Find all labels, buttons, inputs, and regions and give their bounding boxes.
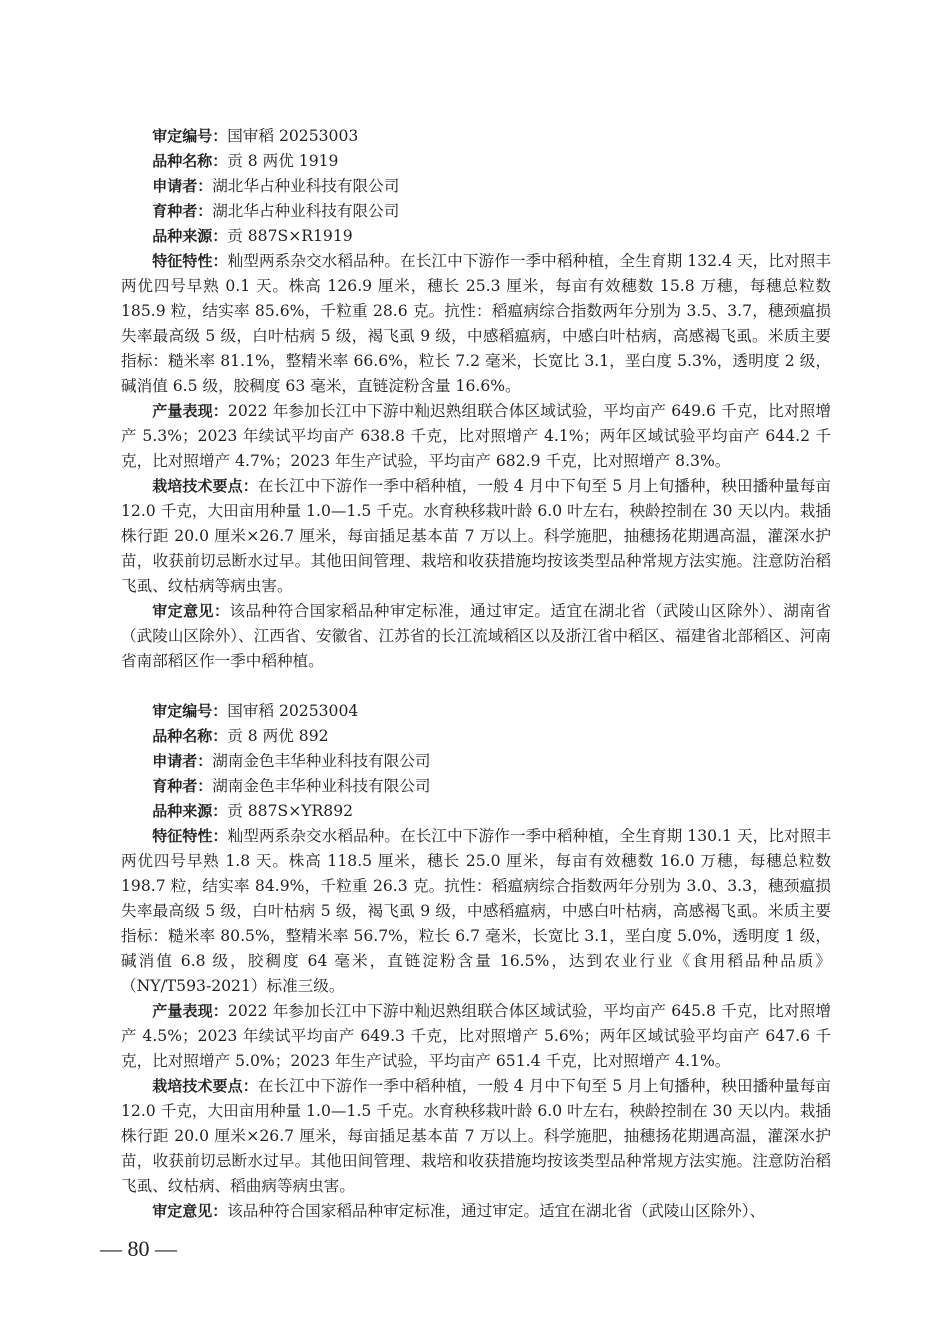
cultivation-points-label: 栽培技术要点： (152, 477, 258, 495)
yield-performance-value: 2022 年参加长江中下游中籼迟熟组联合体区域试验，平均亩产 645.8 千克，比对照增产 4.5%；2023 年续试平均亩产 649.3 千克，比对照增产 5.6%；两年区域试验平均亩产 647.6 千克，比对照增产 5.0%；2023 年生产试验，平均亩产 651.4 千克，比对照增产 4.1%。 (121, 1002, 831, 1070)
breeder-paragraph (121, 774, 831, 799)
variety-source-paragraph (121, 224, 831, 249)
variety-entry (121, 699, 831, 1224)
applicant-paragraph (121, 174, 831, 199)
approval-number-paragraph (121, 124, 831, 149)
applicant-paragraph (121, 749, 831, 774)
characteristics-label: 特征特性： (152, 252, 228, 270)
yield-performance-value: 2022 年参加长江中下游中籼迟熟组联合体区域试验，平均亩产 649.6 千克，比对照增产 5.3%；2023 年续试平均亩产 638.8 千克，比对照增产 4.1%；两年区域试验平均亩产 644.2 千克，比对照增产 4.7%；2023 年生产试验，平均亩产 682.9 千克，比对照增产 8.3%。 (121, 402, 831, 470)
approval-number-paragraph (121, 699, 831, 724)
approval-opinion-paragraph (121, 599, 831, 674)
breeder-value: 湖南金色丰华种业科技有限公司 (212, 777, 431, 795)
cultivation-points-value: 在长江中下游作一季中稻种植，一般 4 月中下旬至 5 月上旬播种，秧田播种量每亩 12.0 千克，大田亩用种量 1.0—1.5 千克。水育秧移栽叶龄 6.0 叶左右，秧龄控制在 30 天以内。栽插株行距 20.0 厘米×26.7 厘米，每亩插足基本苗 7 万以上。科学施肥，抽穗扬花期遇高温，灌深水护苗，收获前切忌断水过早。其他田间管理、栽培和收获措施均按该类型品种常规方法实施。注意防治稻飞虱、纹枯病、稻曲病等病虫害。 (121, 1077, 831, 1195)
approval-opinion-value: 该品种符合国家稻品种审定标准，通过审定。适宜在湖北省（武陵山区除外）、 (227, 1202, 766, 1220)
breeder-label: 育种者： (152, 777, 213, 795)
applicant-value: 湖北华占种业科技有限公司 (212, 177, 400, 195)
variety-source-value: 贡 887S×YR892 (227, 802, 354, 820)
approval-opinion-label: 审定意见： (152, 1202, 228, 1220)
approval-number-value: 国审稻 20253003 (227, 127, 359, 145)
characteristics-label: 特征特性： (152, 827, 228, 845)
characteristics-paragraph (121, 824, 831, 999)
applicant-value: 湖南金色丰华种业科技有限公司 (212, 752, 431, 770)
variety-entry (121, 124, 831, 674)
variety-source-paragraph (121, 799, 831, 824)
approval-opinion-label: 审定意见： (152, 602, 230, 620)
variety-source-label: 品种来源： (152, 802, 228, 820)
applicant-label: 申请者： (152, 177, 213, 195)
yield-performance-label: 产量表现： (152, 402, 228, 420)
variety-name-value: 贡 8 两优 892 (227, 727, 329, 745)
cultivation-points-paragraph (121, 1074, 831, 1199)
cultivation-points-paragraph (121, 474, 831, 599)
breeder-label: 育种者： (152, 202, 213, 220)
approval-number-label: 审定编号： (152, 127, 228, 145)
cultivation-points-label: 栽培技术要点： (152, 1077, 258, 1095)
yield-performance-paragraph (121, 999, 831, 1074)
characteristics-value: 籼型两系杂交水稻品种。在长江中下游作一季中稻种植，全生育期 132.4 天，比对照丰两优四号早熟 0.1 天。株高 126.9 厘米，穗长 25.3 厘米，每亩有效穗数 15.8 万穗，每穗总粒数 185.9 粒，结实率 85.6%，千粒重 28.6 克。抗性：稻瘟病综合指数两年分别为 3.5、3.7，穗颈瘟损失率最高级 5 级，白叶枯病 5 级，褐飞虱 9 级，中感稻瘟病，中感白叶枯病，高感褐飞虱。米质主要指标：糙米率 81.1%，整精米率 66.6%，粒长 7.2 毫米，长宽比 3.1，垩白度 5.3%，透明度 2 级，碱消值 6.5 级，胶稠度 63 毫米，直链淀粉含量 16.6%。 (121, 252, 831, 395)
variety-name-value: 贡 8 两优 1919 (227, 152, 339, 170)
breeder-value: 湖北华占种业科技有限公司 (212, 202, 400, 220)
approval-opinion-value: 该品种符合国家稻品种审定标准，通过审定。适宜在湖北省（武陵山区除外）、湖南省（武陵山区除外）、江西省、安徽省、江苏省的长江流域稻区以及浙江省中稻区、福建省北部稻区、河南省南部稻区作一季中稻种植。 (121, 602, 831, 670)
variety-name-paragraph (121, 724, 831, 749)
variety-name-label: 品种名称： (152, 727, 228, 745)
characteristics-paragraph (121, 249, 831, 399)
page-number: — 80 — (100, 1236, 177, 1261)
approval-opinion-paragraph (121, 1199, 831, 1224)
cultivation-points-value: 在长江中下游作一季中稻种植，一般 4 月中下旬至 5 月上旬播种，秧田播种量每亩 12.0 千克，大田亩用种量 1.0—1.5 千克。水育秧移栽叶龄 6.0 叶左右，秧龄控制在 30 天以内。栽插株行距 20.0 厘米×26.7 厘米，每亩插足基本苗 7 万以上。科学施肥，抽穗扬花期遇高温，灌深水护苗，收获前切忌断水过早。其他田间管理、栽培和收获措施均按该类型品种常规方法实施。注意防治稻飞虱、纹枯病等病虫害。 (121, 477, 831, 595)
yield-performance-label: 产量表现： (152, 1002, 228, 1020)
approval-number-value: 国审稻 20253004 (227, 702, 359, 720)
variety-source-value: 贡 887S×R1919 (227, 227, 353, 245)
characteristics-value: 籼型两系杂交水稻品种。在长江中下游作一季中稻种植，全生育期 130.1 天，比对照丰两优四号早熟 1.8 天。株高 118.5 厘米，穗长 25.0 厘米，每亩有效穗数 16.0 万穗，每穗总粒数 198.7 粒，结实率 84.9%，千粒重 26.3 克。抗性：稻瘟病综合指数两年分别为 3.0、3.3，穗颈瘟损失率最高级 5 级，白叶枯病 5 级，褐飞虱 9 级，中感稻瘟病，中感白叶枯病，高感褐飞虱。米质主要指标：糙米率 80.5%，整精米率 56.7%，粒长 6.7 毫米，长宽比 3.1，垩白度 5.0%，透明度 1 级，碱消值 6.8 级，胶稠度 64 毫米，直链淀粉含量 16.5%，达到农业行业《食用稻品种品质》（NY/T593-2021）标准三级。 (121, 827, 831, 995)
breeder-paragraph (121, 199, 831, 224)
yield-performance-paragraph (121, 399, 831, 474)
document-body (121, 124, 831, 1249)
approval-number-label: 审定编号： (152, 702, 228, 720)
variety-name-label: 品种名称： (152, 152, 228, 170)
variety-name-paragraph (121, 149, 831, 174)
applicant-label: 申请者： (152, 752, 213, 770)
variety-source-label: 品种来源： (152, 227, 228, 245)
